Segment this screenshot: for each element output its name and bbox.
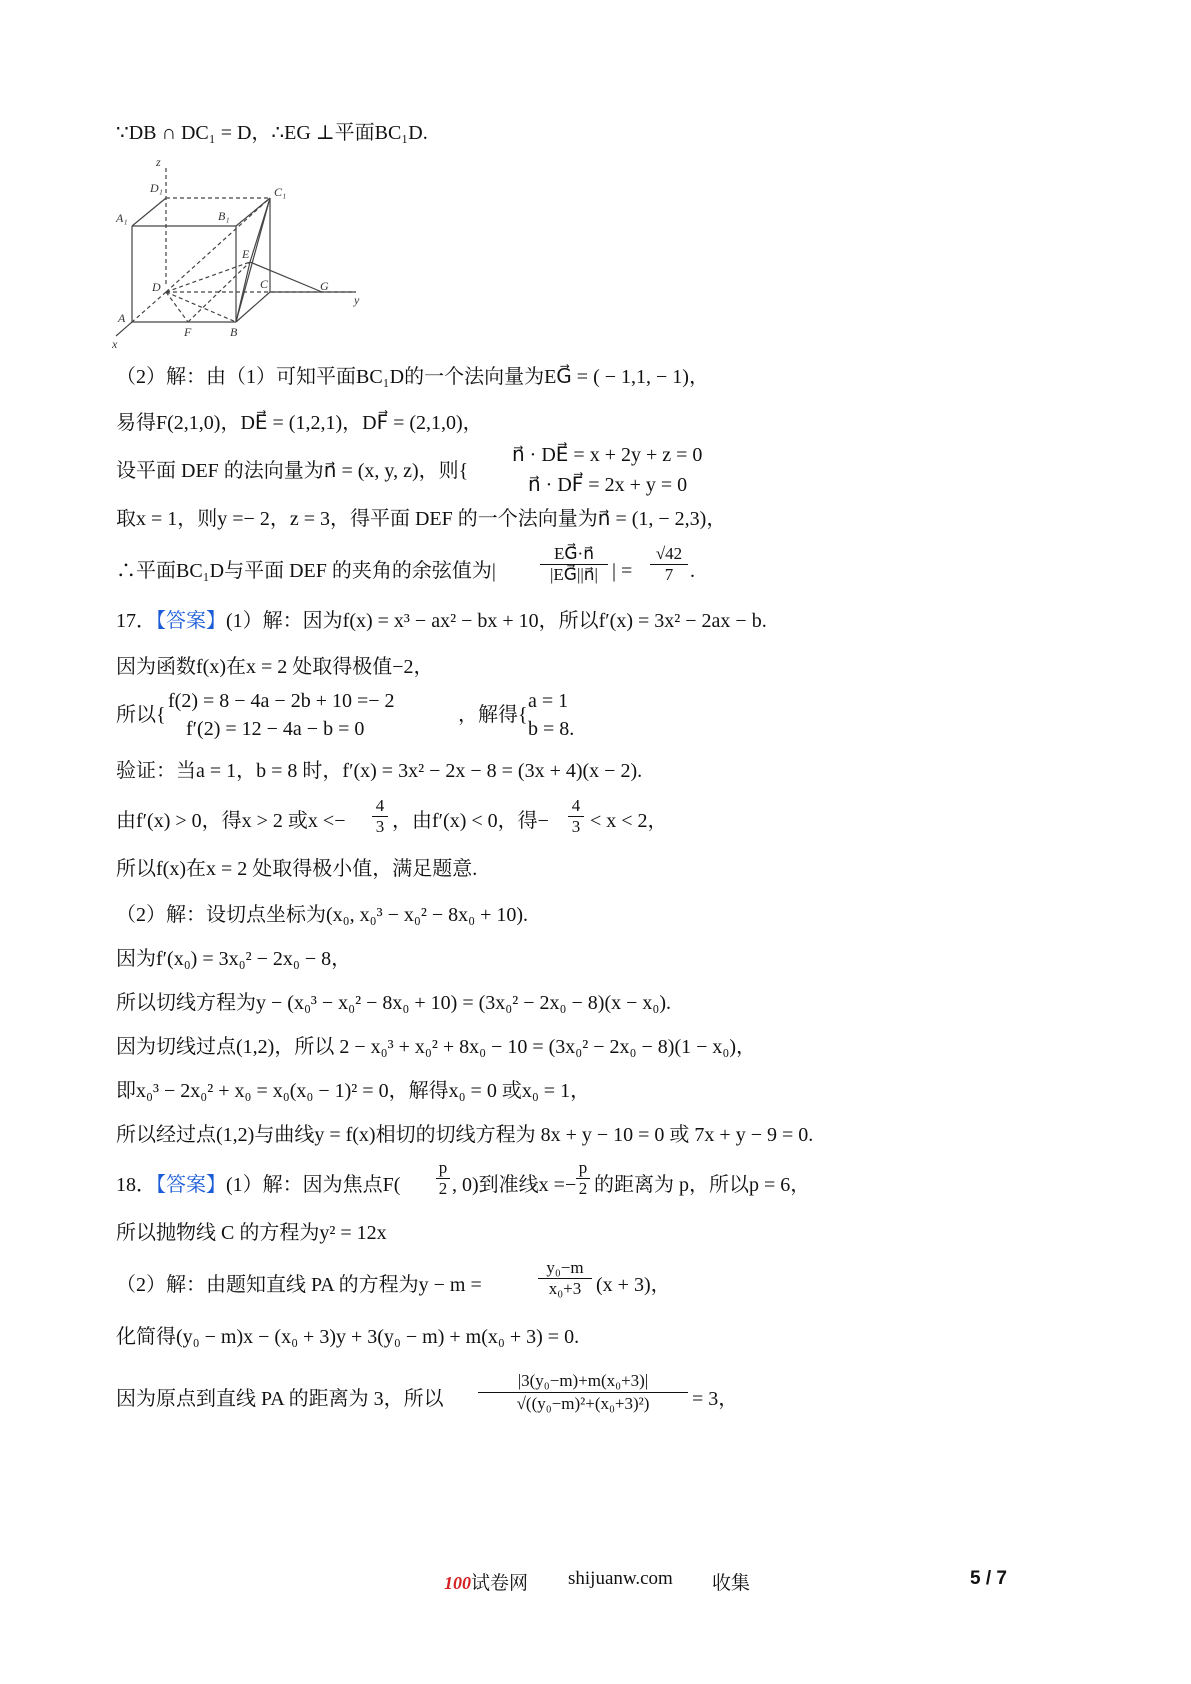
text-line: (x + 3)， bbox=[596, 1274, 671, 1296]
fig-label: B bbox=[230, 325, 238, 339]
equation: f′(2) = 12 − 4a − b = 0 bbox=[186, 718, 365, 740]
fraction: 4 3 bbox=[568, 796, 584, 837]
fraction: EG⃗·n⃗ |EG⃗||n⃗| bbox=[540, 544, 608, 585]
footer-logo: 100试卷网 bbox=[444, 1573, 529, 1594]
text-line: | = bbox=[612, 560, 633, 582]
text-line: . bbox=[690, 560, 695, 582]
text-line: 的距离为 p，所以p = 6， bbox=[594, 1174, 811, 1196]
equation: n⃗ · DE⃗ = x + 2y + z = 0 bbox=[512, 444, 703, 466]
equation: a = 1 bbox=[528, 690, 569, 712]
text-line: 即x₀³ − 2x₀² + x₀ = x₀(x₀ − 1)² = 0，解得x₀ = 0 或x₀ = 1， bbox=[116, 1080, 591, 1102]
text-line: 取x = 1，则y =− 2，z = 3，得平面 DEF 的一个法向量为n⃗ = (1, − 2,3)， bbox=[116, 508, 727, 530]
question-17: 17．【答案】(1）解：因为f(x) = x³ − ax² − bx + 10，所以f′(x) = 3x² − 2ax − b. bbox=[116, 610, 767, 632]
text-line: ，由f′(x) < 0，得− bbox=[392, 810, 549, 832]
fraction: |3(y₀−m)+m(x₀+3)| √((y₀−m)²+(x₀+3)²) bbox=[478, 1370, 688, 1415]
text-line: 所以{ bbox=[116, 704, 166, 726]
text-line: （2）解：设切点坐标为(x₀, x₀³ − x₀² − 8x₀ + 10). bbox=[116, 904, 529, 926]
text-line: 易得F(2,1,0)，DE⃗ = (1,2,1)，DF⃗ = (2,1,0)， bbox=[116, 412, 483, 434]
footer-domain: shijuanw.com bbox=[568, 1568, 673, 1589]
text-line: ，解得{ bbox=[458, 704, 528, 726]
text-line: 验证：当a = 1，b = 8 时，f′(x) = 3x² − 2x − 8 = (3x + 4)(x − 2). bbox=[116, 760, 643, 782]
text-line: 因为切线过点(1,2)，所以 2 − x₀³ + x₀² + 8x₀ − 10 = (3x₀² − 2x₀ − 8)(1 − x₀)， bbox=[116, 1036, 757, 1058]
text-line: , 0)到准线x =− bbox=[452, 1174, 577, 1196]
fig-label: z bbox=[156, 158, 161, 169]
fig-label: x bbox=[112, 337, 118, 350]
fig-label: C bbox=[260, 277, 269, 291]
text-line: 化简得(y₀ − m)x − (x₀ + 3)y + 3(y₀ − m) + m(x₀ + 3) = 0. bbox=[116, 1326, 580, 1348]
text-line: 所以经过点(1,2)与曲线y = f(x)相切的切线方程为 8x + y − 10 = 0 或 7x + y − 9 = 0. bbox=[116, 1124, 814, 1146]
text-line: = 3， bbox=[692, 1388, 739, 1410]
text-line: < x < 2， bbox=[590, 810, 668, 832]
fig-label: y bbox=[354, 293, 360, 307]
text-line: 因为原点到直线 PA 的距离为 3，所以 bbox=[116, 1388, 444, 1410]
text-line: 因为f′(x₀) = 3x₀² − 2x₀ − 8， bbox=[116, 948, 352, 970]
page-number: 5 / 7 bbox=[970, 1568, 1007, 1589]
fraction: √42 7 bbox=[650, 544, 688, 585]
text-line: 所以抛物线 C 的方程为y² = 12x bbox=[116, 1222, 387, 1244]
fraction: y₀−m x₀+3 bbox=[538, 1258, 592, 1299]
fraction: 4 3 bbox=[372, 796, 388, 837]
fig-label: D₁ bbox=[150, 181, 163, 195]
question-18: 18．【答案】(1）解：因为焦点F( bbox=[116, 1174, 401, 1196]
text-line: 由f′(x) > 0，得x > 2 或x <− bbox=[116, 810, 346, 832]
text-line: 设平面 DEF 的法向量为n⃗ = (x, y, z)，则{ bbox=[116, 460, 469, 482]
cube-figure bbox=[108, 158, 378, 350]
fig-label: E bbox=[242, 247, 250, 261]
footer-collect: 收集 bbox=[712, 1573, 751, 1594]
text-line: （2）解：由（1）可知平面BC₁D的一个法向量为EG⃗ = ( − 1,1, − 1)， bbox=[116, 366, 709, 388]
equation: f(2) = 8 − 4a − 2b + 10 =− 2 bbox=[168, 690, 395, 712]
text-line: ∴平面BC₁D与平面 DEF 的夹角的余弦值为| bbox=[116, 560, 496, 582]
text-line: ∵DB ∩ DC₁ = D，∴EG ⊥平面BC₁D. bbox=[116, 122, 428, 144]
text-line: （2）解：由题知直线 PA 的方程为y − m = bbox=[116, 1274, 482, 1296]
fraction: p 2 bbox=[436, 1158, 450, 1199]
equation: b = 8. bbox=[528, 718, 575, 740]
text-line: 所以f(x)在x = 2 处取得极小值，满足题意. bbox=[116, 858, 478, 880]
fraction: p 2 bbox=[576, 1158, 590, 1199]
text-line: 因为函数f(x)在x = 2 处取得极值−2， bbox=[116, 656, 434, 678]
text-line: 所以切线方程为y − (x₀³ − x₀² − 8x₀ + 10) = (3x₀² − 2x₀ − 8)(x − x₀). bbox=[116, 992, 672, 1014]
fig-label: C₁ bbox=[274, 185, 287, 199]
fig-label: A bbox=[118, 311, 126, 325]
fig-label: B₁ bbox=[218, 209, 230, 223]
fig-label: D bbox=[152, 280, 161, 294]
fig-label: A₁ bbox=[116, 211, 128, 225]
equation: n⃗ · DF⃗ = 2x + y = 0 bbox=[528, 474, 688, 496]
fig-label: F bbox=[184, 325, 192, 339]
fig-label: G bbox=[320, 279, 329, 293]
